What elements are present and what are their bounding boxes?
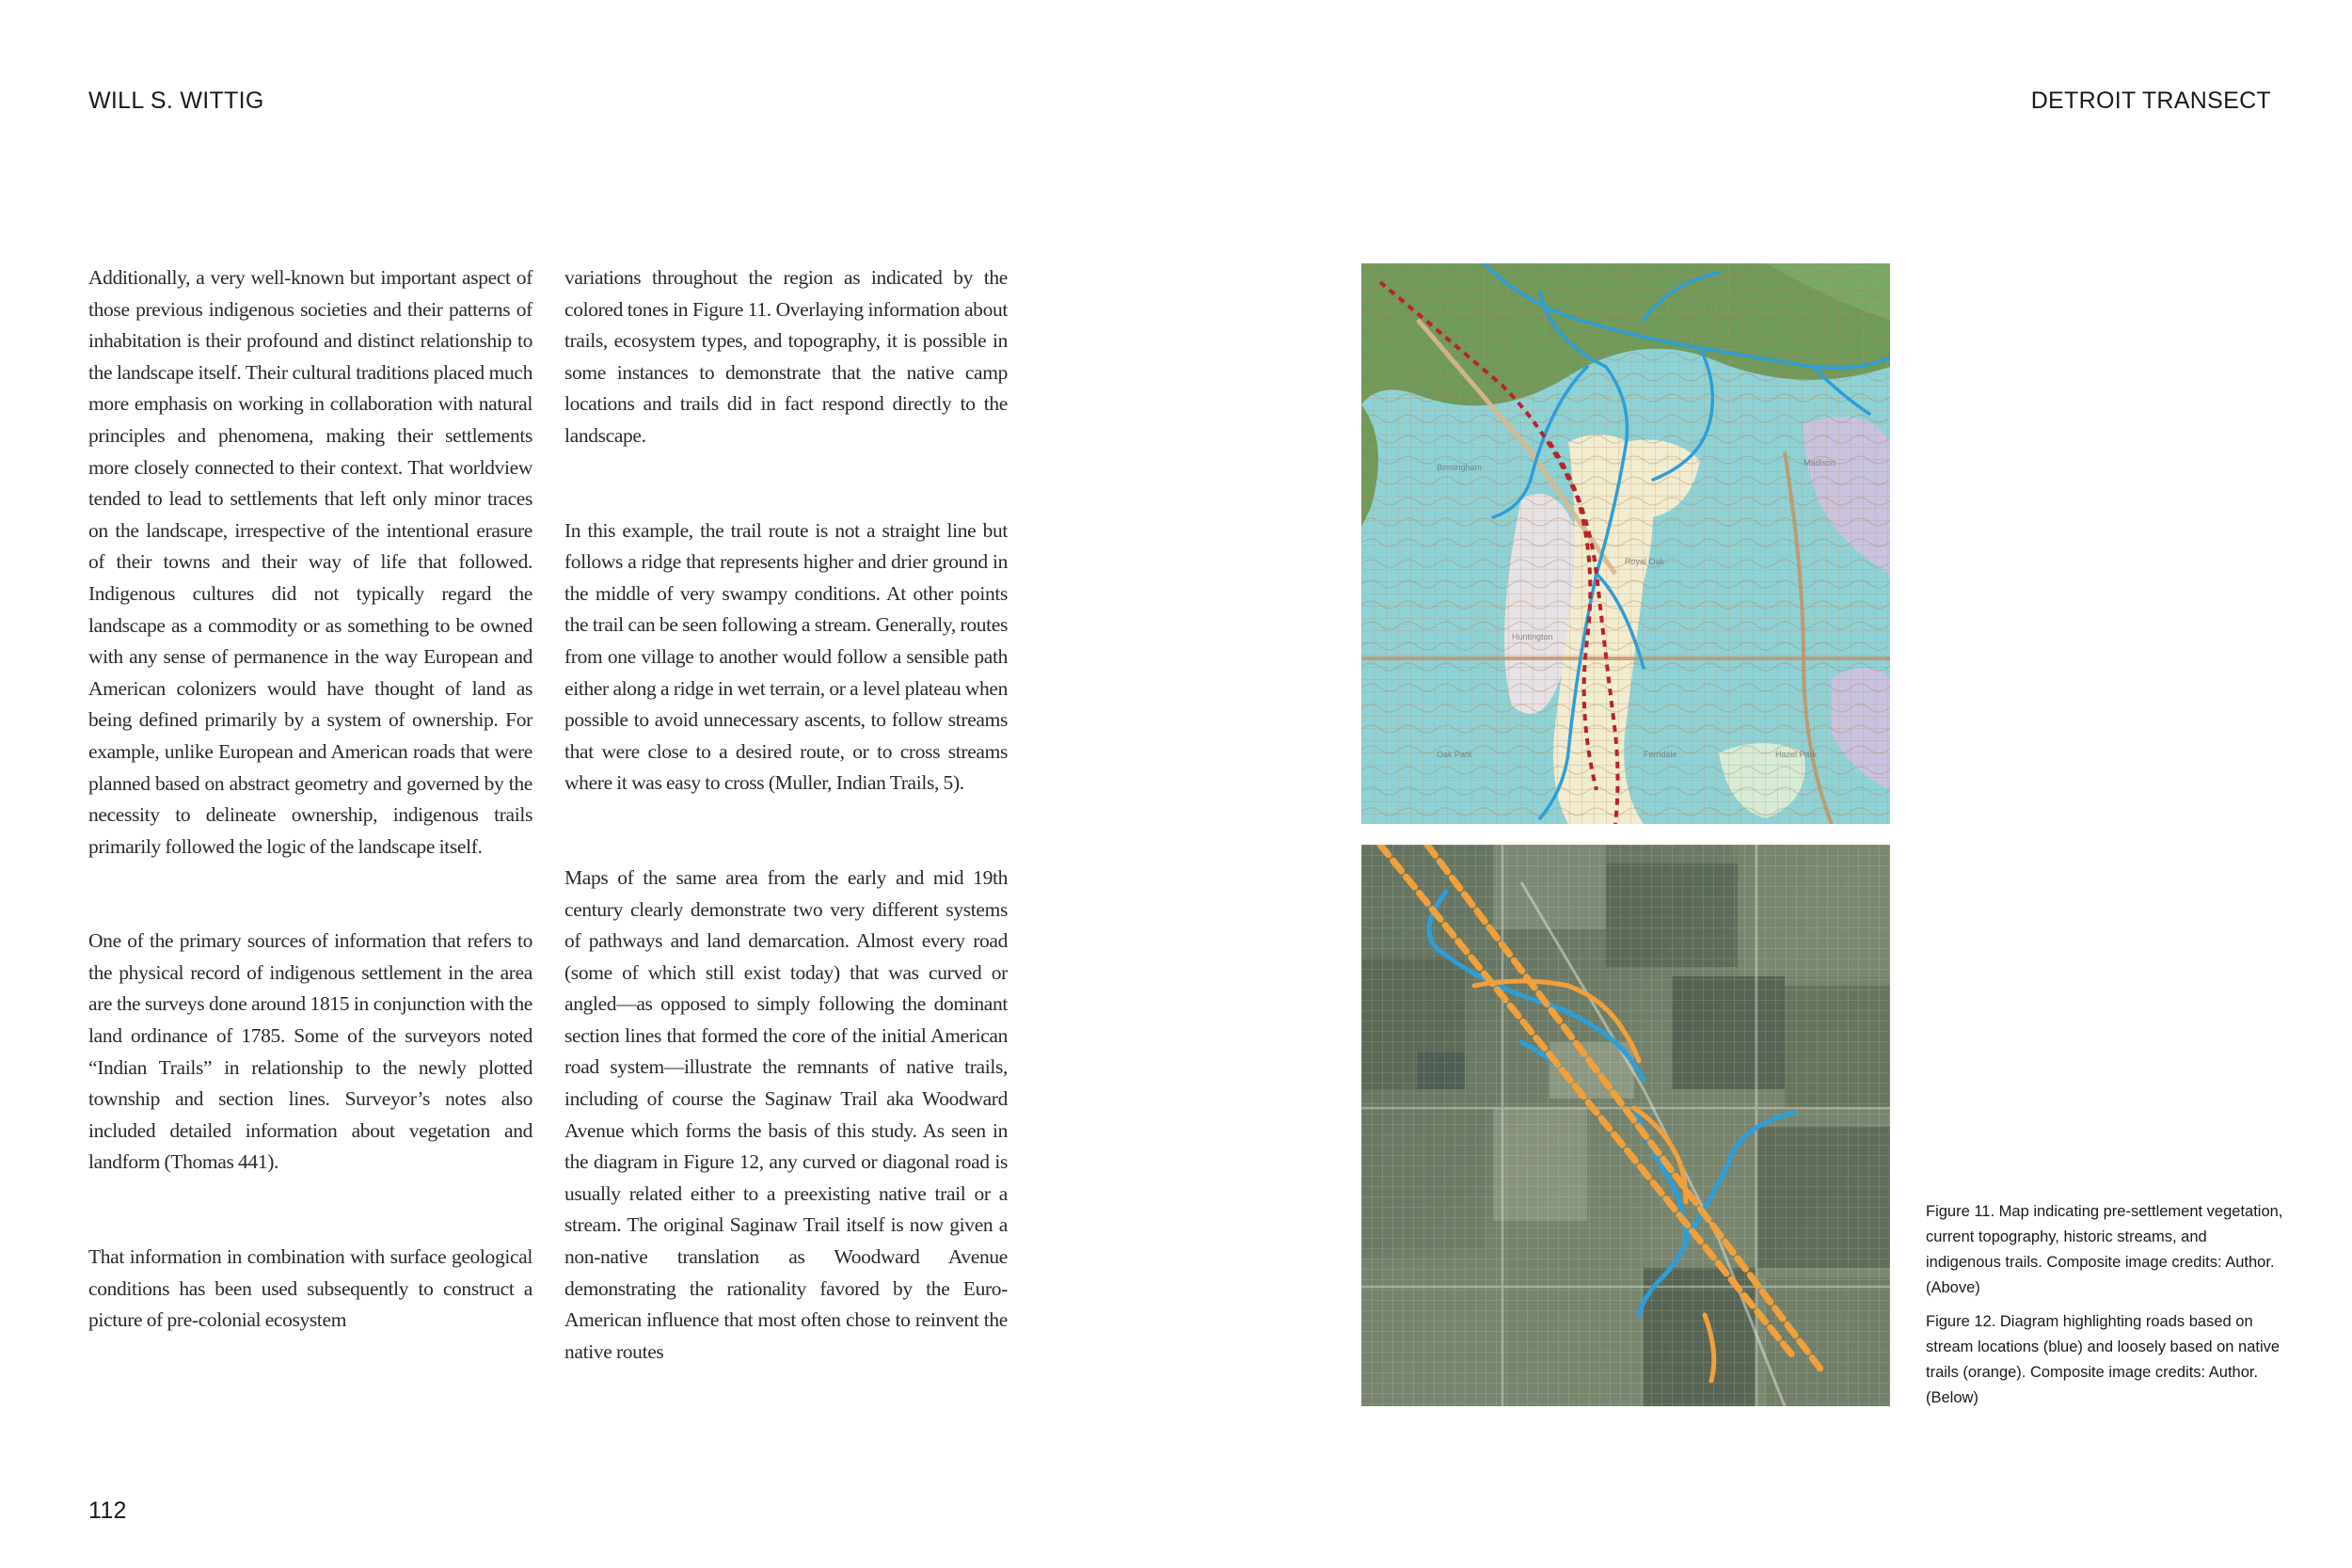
aerial-diagram-graphic	[1361, 845, 1890, 1406]
figure-captions	[1926, 1199, 2283, 1419]
figure-12-aerial-diagram	[1361, 845, 1890, 1406]
svg-text:Royal Oak: Royal Oak	[1625, 557, 1665, 566]
paragraph: In this example, the trail route is not a straight line but follows a ridge that represents higher and drier ground in the middle of very swampy conditions. At other points the trail can be seen following a stream. Generally, routes from one village to another would follow a sensible path either along a ridge in wet terrain, or a level plateau when possible to avoid unnecessary ascents, to follow streams that were close to a desired route, or to cross streams where it was easy to cross (Muller, Indian Trails, 5).	[564, 518, 1008, 795]
svg-text:Madison: Madison	[1804, 458, 1836, 467]
figure-12-caption: Figure 12. Diagram highlighting roads based on stream locations (blue) and loosely based on native trails (orange). Composite image credits: Author. (Below)	[1926, 1313, 2280, 1406]
svg-text:Birmingham: Birmingham	[1437, 463, 1483, 472]
vegetation-map-graphic	[1361, 263, 1890, 824]
paragraph: Additionally, a very well-known but important aspect of those previous indigenous societies and their patterns of inhabitation is their profound and distinct relationship to the landscape itself. Their cultural traditions placed much more emphasis on working in collaboration with natural principles and phenomena, making their settlements more closely connected to their context. That worldview tended to lead to settlements that left only minor traces on the landscape, irrespective of the intentional erasure of their towns and their way of life that followed. Indigenous cultures did not typically regard the landscape as a commodity or as something to be owned with any sense of permanence in the way European and American colonizers would have thought of land as being defined primarily by a system of ownership. For example, unlike European and American roads that were planned based on abstract geometry and governed by the necessity to delineate ownership, indigenous trails primarily followed the logic of the landscape itself.	[88, 266, 532, 858]
text-column-right	[564, 262, 1008, 1368]
text-column-left	[88, 262, 532, 1337]
paragraph: That information in combination with surface geological conditions has been used subsequently to construct a picture of pre-colonial ecosystem	[88, 1245, 532, 1332]
running-header-title: DETROIT TRANSECT	[2030, 87, 2271, 114]
paragraph: Maps of the same area from the early and mid 19th century clearly demonstrate two very different systems of pathways and land demarcation. Almost every road (some of which still exist today) that was curved or angled—as opposed to simply following the dominant section lines that formed the core of the initial American road system—illustrate the remnants of native trails, including of course the Saginaw Trail aka Woodward Avenue which forms the basis of this study. As seen in the diagram in Figure 12, any curved or diagonal road is usually related either to a preexisting native trail or a stream. The original Saginaw Trail itself is now given a non-native translation as Woodward Avenue demonstrating the rationality favored by the Euro-American influence that most often chose to reinvent the native routes	[564, 865, 1008, 1363]
svg-text:Oak Park: Oak Park	[1437, 750, 1472, 759]
svg-text:Huntington: Huntington	[1512, 632, 1553, 641]
svg-text:Hazel Park: Hazel Park	[1775, 750, 1818, 759]
page-number: 112	[88, 1497, 127, 1524]
figure-11-vegetation-map	[1361, 263, 1890, 824]
running-header-author: WILL S. WITTIG	[88, 87, 264, 114]
figure-11-caption: Figure 11. Map indicating pre-settlement vegetation, current topography, historic streams, and indigenous trails. Composite image credits: Author. (Above)	[1926, 1203, 2283, 1296]
svg-text:Ferndale: Ferndale	[1644, 750, 1677, 759]
paragraph: variations throughout the region as indicated by the colored tones in Figure 11. Overlaying information about trails, ecosystem types, and topography, it is possible in some instances to demonstrate that the native camp locations and trails did in fact respond directly to the landscape.	[564, 266, 1008, 447]
paragraph: One of the primary sources of information that refers to the physical record of indigenous settlement in the area are the surveys done around 1815 in conjunction with the land ordinance of 1785. Some of the surveyors noted “Indian Trails” in relationship to the newly plotted township and section lines. Surveyor’s notes also included detailed information about vegetation and landform (Thomas 441).	[88, 929, 532, 1174]
